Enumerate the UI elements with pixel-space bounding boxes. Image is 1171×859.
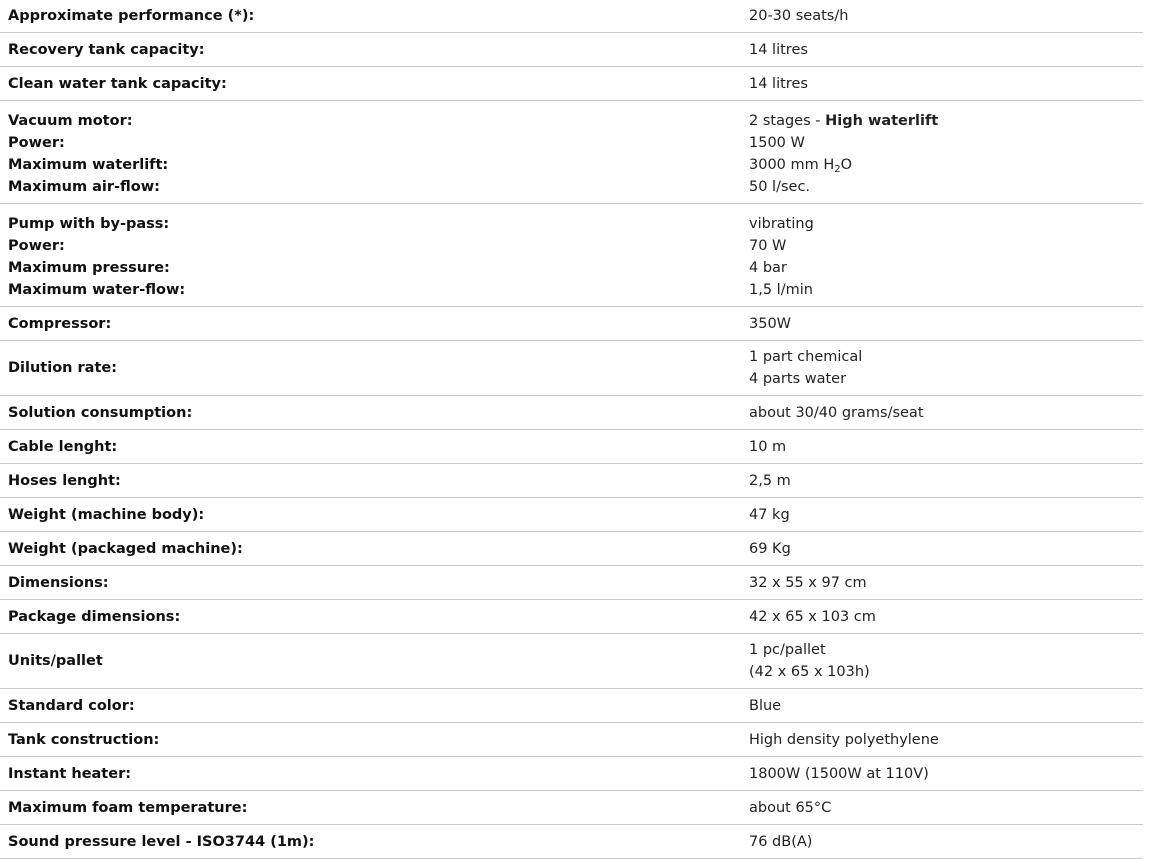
spec-label: Hoses lenght:	[0, 464, 741, 498]
spec-value: 70 W	[749, 238, 787, 254]
spec-label: Vacuum motor:	[8, 113, 133, 129]
spec-label: Standard color:	[0, 689, 741, 723]
table-row	[0, 634, 1143, 689]
spec-label: Approximate performance (*):	[0, 0, 741, 33]
spec-value: vibrating	[749, 216, 814, 232]
table-row	[0, 723, 1143, 757]
spec-value: Blue	[741, 689, 1143, 723]
spec-value: 47 kg	[741, 498, 1143, 532]
spec-value: (42 x 65 x 103h)	[749, 664, 870, 680]
spec-value: 32 x 55 x 97 cm	[741, 566, 1143, 600]
spec-value: 10 m	[741, 430, 1143, 464]
spec-label: Cable lenght:	[0, 430, 741, 464]
spec-value: 1,5 l/min	[749, 282, 813, 298]
waterlift-value: 3000 mm H	[749, 157, 835, 173]
spec-label-group	[0, 204, 741, 307]
spec-value: 14 litres	[741, 33, 1143, 67]
table-row	[0, 566, 1143, 600]
spec-label: Power:	[8, 135, 65, 151]
spec-value-group	[741, 341, 1143, 396]
waterlift-unit-tail: O	[840, 157, 853, 173]
spec-label: Tank construction:	[0, 723, 741, 757]
spec-value: about 30/40 grams/seat	[741, 396, 1143, 430]
spec-label: Maximum foam temperature:	[0, 791, 741, 825]
spec-value: 42 x 65 x 103 cm	[741, 600, 1143, 634]
spec-label-group	[0, 101, 741, 204]
spec-label: Pump with by-pass:	[8, 216, 170, 232]
spec-label: Solution consumption:	[0, 396, 741, 430]
spec-value: 350W	[741, 307, 1143, 341]
spec-value	[749, 154, 1135, 176]
table-row	[0, 101, 1143, 204]
spec-label: Power:	[8, 238, 65, 254]
table-row	[0, 307, 1143, 341]
spec-value: 1800W (1500W at 110V)	[741, 757, 1143, 791]
spec-value: High density polyethylene	[741, 723, 1143, 757]
table-row	[0, 396, 1143, 430]
spec-value: 1 part chemical	[749, 349, 863, 365]
table-row	[0, 67, 1143, 101]
spec-value: 4 bar	[749, 260, 787, 276]
spec-label: Sound pressure level - ISO3744 (1m):	[0, 825, 741, 859]
spec-label: Maximum pressure:	[8, 260, 170, 276]
spec-value-group	[741, 634, 1143, 689]
spec-label: Weight (machine body):	[0, 498, 741, 532]
spec-label: Clean water tank capacity:	[0, 67, 741, 101]
spec-label: Compressor:	[0, 307, 741, 341]
table-row	[0, 689, 1143, 723]
spec-value: 50 l/sec.	[749, 179, 811, 195]
table-row	[0, 430, 1143, 464]
spec-value: 4 parts water	[749, 371, 847, 387]
spec-value: 1500 W	[749, 135, 805, 151]
spec-label: Dilution rate:	[0, 341, 741, 396]
table-row	[0, 0, 1143, 33]
spec-label: Package dimensions:	[0, 600, 741, 634]
spec-label: Recovery tank capacity:	[0, 33, 741, 67]
spec-label: Maximum air-flow:	[8, 179, 160, 195]
spec-label: Maximum waterlift:	[8, 157, 169, 173]
table-row	[0, 600, 1143, 634]
vacuum-motor-highlight: High waterlift	[825, 113, 939, 129]
spec-label: Weight (packaged machine):	[0, 532, 741, 566]
spec-label: Maximum water-flow:	[8, 282, 186, 298]
spec-value: about 65°C	[741, 791, 1143, 825]
spec-value	[749, 110, 1135, 132]
table-row	[0, 532, 1143, 566]
spec-value: 76 dB(A)	[741, 825, 1143, 859]
table-row	[0, 498, 1143, 532]
waterlift-subscript: 2	[834, 164, 841, 175]
spec-value: 1 pc/pallet	[749, 642, 826, 658]
spec-label: Dimensions:	[0, 566, 741, 600]
spec-value: 20-30 seats/h	[741, 0, 1143, 33]
spec-value-group	[741, 204, 1143, 307]
spec-label: Instant heater:	[0, 757, 741, 791]
spec-value-group	[741, 101, 1143, 204]
spec-value: 2,5 m	[741, 464, 1143, 498]
table-row	[0, 341, 1143, 396]
table-row	[0, 791, 1143, 825]
spec-label: Units/pallet	[0, 634, 741, 689]
vacuum-motor-stages: 2 stages -	[749, 113, 826, 129]
table-row	[0, 33, 1143, 67]
table-row	[0, 204, 1143, 307]
table-row	[0, 757, 1143, 791]
spec-value: 14 litres	[741, 67, 1143, 101]
spec-value: 69 Kg	[741, 532, 1143, 566]
table-row	[0, 464, 1143, 498]
table-row	[0, 825, 1143, 859]
